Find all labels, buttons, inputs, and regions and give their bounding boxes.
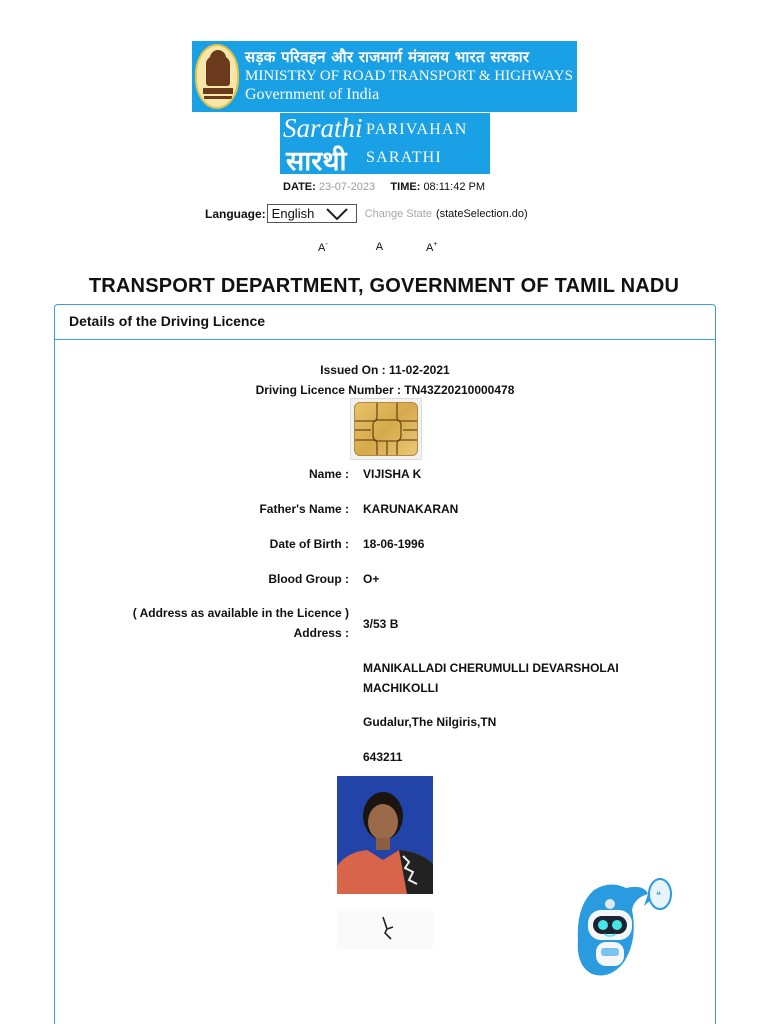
address-label: Address : [293, 626, 349, 640]
sarathi-text: SARATHI [366, 148, 442, 166]
dob-label: Date of Birth : [269, 537, 349, 551]
national-emblem-icon [195, 44, 239, 109]
smart-card-chip-icon [350, 398, 422, 460]
parivahan-text: PARIVAHAN [366, 120, 468, 138]
font-decrease-button[interactable]: A- [318, 241, 328, 254]
date-value: 23-07-2023 [318, 181, 376, 193]
ministry-hindi-name: सड़क परिवहन और राजमार्ग मंत्रालय भारत सरकार [245, 48, 530, 66]
signature-image [337, 909, 433, 949]
change-state-link[interactable]: Change State [364, 207, 432, 220]
language-row [205, 204, 528, 223]
address-pin: 643211 [363, 750, 403, 764]
time-value: 08:11:42 PM [423, 181, 485, 193]
language-select[interactable] [267, 204, 357, 223]
address-line3: Gudalur,The Nilgiris,TN [363, 715, 497, 729]
department-title: TRANSPORT DEPARTMENT, GOVERNMENT OF TAMIL NADU [88, 275, 680, 297]
sarathi-logo-hindi: सारथी [286, 146, 347, 177]
svg-text:❝: ❝ [656, 891, 661, 901]
dl-number: Driving Licence Number : TN43Z20210000478 [255, 383, 515, 397]
address-line2b: MACHIKOLLI [363, 681, 439, 695]
chevron-down-icon [326, 208, 348, 220]
issue-info [55, 360, 715, 400]
state-selection-url: (stateSelection.do) [435, 207, 528, 220]
government-of-india: Government of India [245, 86, 380, 103]
name-label: Name : [308, 467, 349, 481]
address-line1: 3/53 B [363, 617, 399, 631]
ministry-english-name: MINISTRY OF ROAD TRANSPORT & HIGHWAYS [245, 68, 573, 84]
date-label: DATE: [283, 181, 316, 193]
chatbot-robot-icon[interactable] [574, 876, 674, 980]
date-time-row [0, 181, 768, 193]
blood-group-value: O+ [363, 572, 380, 586]
font-normal-button[interactable]: A [375, 241, 384, 253]
language-label: Language: [205, 206, 266, 221]
sarathi-logo [280, 113, 366, 177]
time-label: TIME: [390, 181, 421, 193]
address-note: ( Address as available in the Licence ) [132, 606, 349, 620]
licence-holder-photo [337, 776, 433, 894]
address-line2a: MANIKALLADI CHERUMULLI DEVARSHOLAI [363, 661, 619, 675]
father-label: Father's Name : [259, 502, 349, 516]
font-increase-button[interactable]: A+ [426, 241, 438, 254]
issued-on: Issued On : 11-02-2021 [320, 363, 450, 377]
father-value: KARUNAKARAN [363, 502, 459, 516]
blood-group-label: Blood Group : [268, 572, 349, 586]
font-size-controls [318, 241, 437, 254]
sarathi-logo-latin: Sarathi [283, 113, 363, 143]
language-selected-value: English [271, 206, 315, 221]
name-value: VIJISHA K [363, 467, 422, 481]
sarathi-banner [280, 113, 490, 177]
ministry-banner [192, 41, 577, 112]
dob-value: 18-06-1996 [363, 537, 425, 551]
card-title: Details of the Driving Licence [55, 305, 715, 340]
